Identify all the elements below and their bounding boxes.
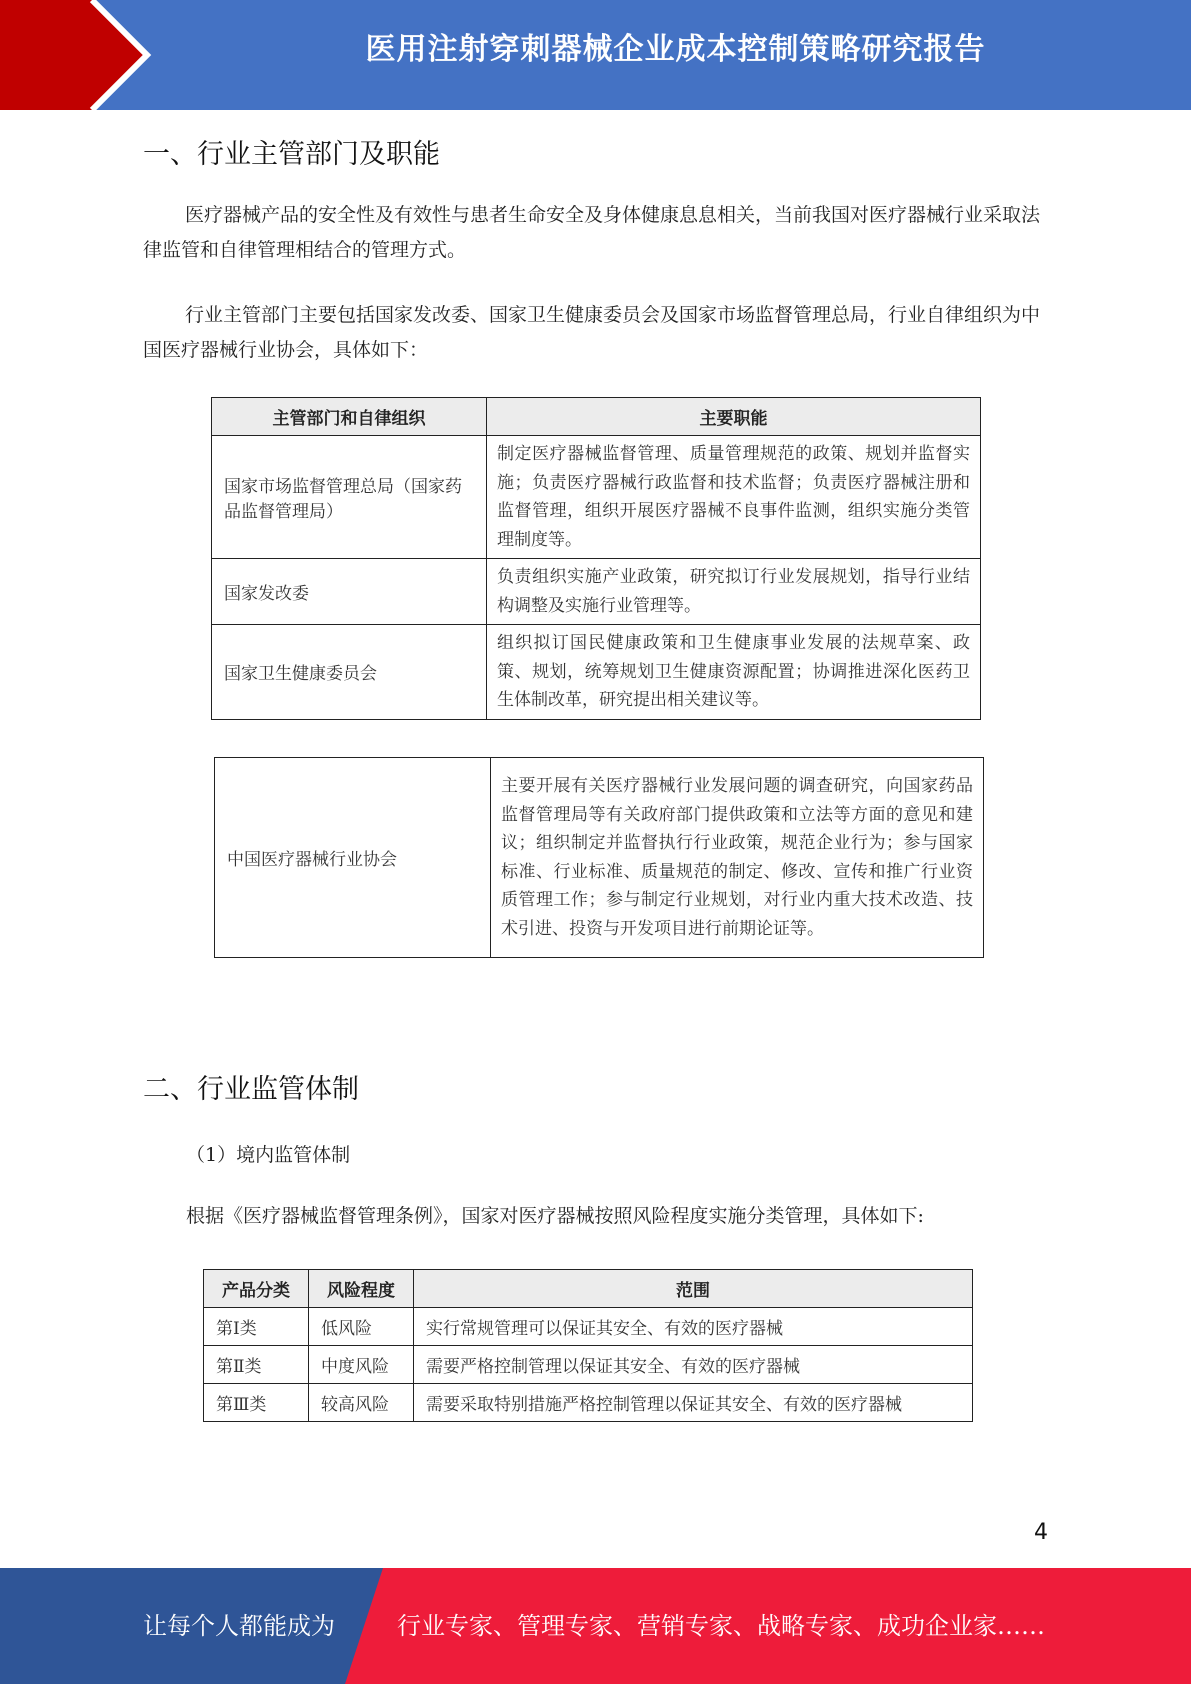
- footer-slogan-left: 让每个人都能成为: [143, 1612, 335, 1640]
- duty-cell: 组织拟订国民健康政策和卫生健康事业发展的法规草案、政策、规划，统筹规划卫生健康资源配置；协调推进深化医药卫生体制改革，研究提出相关建议等。: [487, 625, 981, 720]
- duty-cell: 制定医疗器械监督管理、质量管理规范的政策、规划并监督实施；负责医疗器械行政监督和技术监督；负责医疗器械注册和监督管理，组织开展医疗器械不良事件监测，组织实施分类管理制度等。: [487, 436, 981, 559]
- scope-cell: 需要严格控制管理以保证其安全、有效的医疗器械: [414, 1346, 973, 1384]
- section1-heading: 一、行业主管部门及职能: [143, 139, 440, 170]
- section1-paragraph-2: 行业主管部门主要包括国家发改委、国家卫生健康委员会及国家市场监督管理总局，行业自律组织为中国医疗器械行业协会，具体如下：: [143, 304, 1041, 361]
- risk-cell: 低风险: [309, 1308, 414, 1346]
- table-header-cell: 范围: [414, 1270, 973, 1308]
- section2-paragraph: 根据《医疗器械监督管理条例》，国家对医疗器械按照风险程度实施分类管理，具体如下:: [186, 1205, 924, 1227]
- section1-paragraph-1: 医疗器械产品的安全性及有效性与患者生命安全及身体健康息息相关，当前我国对医疗器械行业采取法律监管和自律管理相结合的管理方式。: [143, 204, 1041, 261]
- org-cell: 国家发改委: [212, 559, 487, 625]
- class-cell: 第Ⅱ类: [204, 1346, 309, 1384]
- section2-heading: 二、行业监管体制: [143, 1074, 359, 1105]
- class-cell: 第Ⅲ类: [204, 1384, 309, 1422]
- org-cell: 国家市场监督管理总局（国家药品监督管理局）: [212, 436, 487, 559]
- table-row: [215, 758, 984, 958]
- table-header-row: [212, 398, 981, 436]
- table-row: [212, 559, 981, 625]
- table-header-row: [204, 1270, 973, 1308]
- scope-cell: 需要采取特别措施严格控制管理以保证其安全、有效的医疗器械: [414, 1384, 973, 1422]
- table-header-cell: 产品分类: [204, 1270, 309, 1308]
- org-cell: 中国医疗器械行业协会: [215, 758, 491, 958]
- regulators-table: [211, 397, 981, 720]
- duty-cell: 主要开展有关医疗器械行业发展问题的调查研究，向国家药品监督管理局等有关政府部门提供政策和立法等方面的意见和建议；组织制定并监督执行行业政策，规范企业行为；参与国家标准、行业标准、质量规范的制定、修改、宣传和推广行业资质管理工作；参与制定行业规划，对行业内重大技术改造、技术引进、投资与开发项目进行前期论证等。: [491, 758, 984, 958]
- footer-slogan-right: 行业专家、管理专家、营销专家、战略专家、成功企业家……: [397, 1612, 1045, 1640]
- table-header-cell: 主要职能: [487, 398, 981, 436]
- risk-cell: 较高风险: [309, 1384, 414, 1422]
- red-chevron-decoration: [0, 0, 160, 110]
- table-header-cell: 主管部门和自律组织: [212, 398, 487, 436]
- page-footer: [0, 1568, 1191, 1684]
- section2-subheading: （1）境内监管体制: [186, 1144, 351, 1166]
- table-header-cell: 风险程度: [309, 1270, 414, 1308]
- table-row: [212, 436, 981, 559]
- org-cell: 国家卫生健康委员会: [212, 625, 487, 720]
- duty-cell: 负责组织实施产业政策，研究拟订行业发展规划，指导行业结构调整及实施行业管理等。: [487, 559, 981, 625]
- report-title: 医用注射穿刺器械企业成本控制策略研究报告: [365, 32, 986, 67]
- risk-cell: 中度风险: [309, 1346, 414, 1384]
- class-cell: 第Ⅰ类: [204, 1308, 309, 1346]
- page-number: 4: [1034, 1520, 1048, 1545]
- table-row: [204, 1384, 973, 1422]
- classification-table: [203, 1269, 973, 1422]
- page-header: [0, 0, 1191, 110]
- association-table: [214, 757, 984, 958]
- table-row: [212, 625, 981, 720]
- table-row: [204, 1346, 973, 1384]
- scope-cell: 实行常规管理可以保证其安全、有效的医疗器械: [414, 1308, 973, 1346]
- table-row: [204, 1308, 973, 1346]
